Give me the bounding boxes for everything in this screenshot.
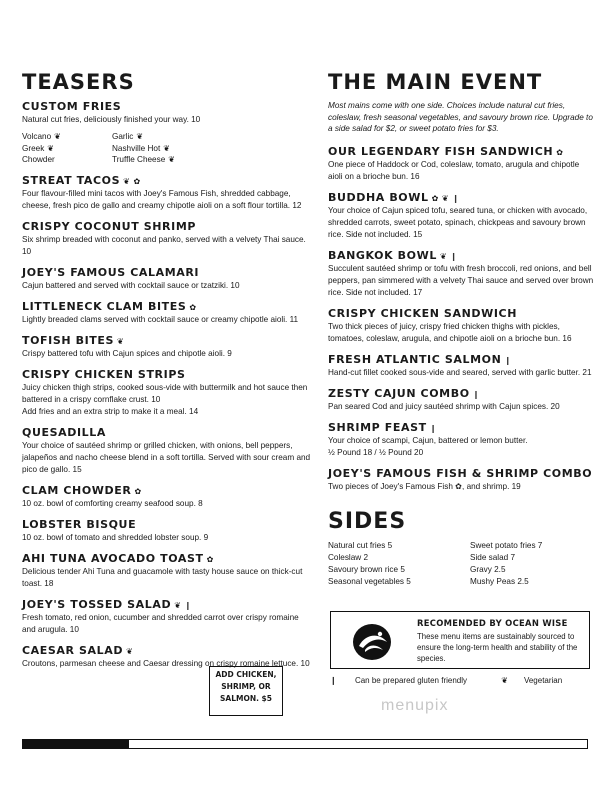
footer-bar-fill — [23, 740, 129, 748]
item-desc: Two pieces of Joey's Famous Fish ✿, and shrimp. 19 — [328, 481, 521, 491]
side-item: Gravy 2.5 — [470, 564, 506, 574]
item-desc: Your choice of Cajun spiced tofu, seared tuna, or chicken with avocado, shredded carrots, sweet potato, spinach, chickpeas and savoury brown rice. Side not included. 15 — [328, 205, 588, 239]
vegetarian-icon: ❦ — [136, 132, 144, 141]
item-desc: Succulent sautéed shrimp or tofu with fresh broccoli, red onions, and bell peppers, pan simmered with a velvety Thai sauce and served over brown rice. Side not included. 17 — [328, 263, 594, 297]
teasers-column — [22, 70, 312, 678]
side-item: Sweet potato fries 7 — [470, 540, 543, 550]
ocean-wise-text: These menu items are sustainably sourced to ensure the long-term health and stability of the species. — [417, 632, 578, 663]
vegetarian-icon: ❦ — [439, 251, 448, 261]
item-name-text: CRISPY CHICKEN SANDWICH — [328, 306, 518, 320]
item-desc: Crispy battered tofu with Cajun spices and chipotle aioli. 9 — [22, 348, 232, 358]
menu-item — [22, 426, 312, 476]
menu-item — [22, 368, 312, 418]
side-item: Seasonal vegetables 5 — [328, 576, 411, 586]
ocean-wise-icon: ✿ — [189, 302, 197, 312]
item-desc: Fresh tomato, red onion, cucumber and shredded carrot over crispy romaine and arugula. 10 — [22, 612, 299, 634]
sides-list — [328, 540, 596, 588]
legend-veg-label: Vegetarian — [523, 676, 563, 685]
menu-item — [328, 191, 596, 241]
legend-vegetarian — [501, 676, 578, 685]
item-name-text: JOEY'S FAMOUS CALAMARI — [22, 265, 200, 279]
ocean-wise-icon: ✿ — [134, 486, 142, 496]
item-name-text: CRISPY COCONUT SHRIMP — [22, 219, 197, 233]
item-desc: Croutons, parmesan cheese and Caesar dressing on crispy romaine lettuce. 10 — [22, 658, 310, 668]
fries-option-label: Truffle Cheese — [112, 155, 166, 164]
item-desc: Pan seared Cod and juicy sautéed shrimp with Cajun spices. 20 — [328, 401, 560, 411]
menu-item — [328, 249, 596, 299]
fries-option-label: Garlic — [112, 132, 134, 141]
item-name-text: OUR LEGENDARY FISH SANDWICH — [328, 144, 554, 158]
teasers-title: TEASERS — [22, 70, 135, 94]
fries-option — [22, 131, 112, 143]
menu-item — [328, 145, 596, 183]
footer-bar — [22, 739, 588, 749]
item-name — [22, 300, 312, 313]
vegetarian-icon: ❦ — [168, 155, 175, 164]
item-name: CUSTOM FRIES — [22, 100, 122, 113]
item-desc: Delicious tender Ahi Tuna and guacamole with tasty house sauce on thick-cut toast. 18 — [22, 566, 303, 588]
fries-options — [22, 131, 312, 166]
menu-item — [22, 552, 312, 590]
item-name-text: CAESAR SALAD — [22, 643, 124, 657]
item-name — [328, 387, 596, 400]
vegetarian-icon: ❦ — [441, 193, 450, 203]
vegetarian-icon: ❦ — [123, 176, 131, 186]
item-desc: Hand-cut fillet cooked sous-vide and seared, served with garlic butter. 21 — [328, 367, 592, 377]
ocean-wise-icon: ✿ — [206, 554, 214, 564]
item-name-text: FRESH ATLANTIC SALMON — [328, 352, 502, 366]
gluten-friendly-icon: ❙ — [504, 355, 512, 365]
side-item: Side salad 7 — [470, 552, 516, 562]
fries-option-label: Greek — [22, 143, 45, 153]
item-name — [328, 307, 596, 320]
item-name — [328, 353, 596, 366]
side-item: Natural cut fries 5 — [328, 540, 393, 550]
item-desc: Your choice of sautéed shrimp or grilled chicken, with onions, bell peppers, jalapeños and nacho cheese blend in a soft tortilla. Served with sour cream and pico de gallo. 15 — [22, 440, 311, 474]
item-name-text: LOBSTER BISQUE — [22, 517, 137, 531]
item-name — [328, 467, 596, 480]
fries-option — [112, 154, 222, 166]
item-name — [22, 334, 312, 347]
gluten-friendly-icon: ❙ — [184, 600, 192, 610]
vegetarian-icon: ❦ — [47, 143, 54, 153]
vegetarian-icon: ❦ — [174, 600, 182, 610]
item-name — [22, 644, 312, 657]
sides-title: SIDES — [328, 508, 407, 534]
item-name — [22, 552, 312, 565]
fries-option-label: Volcano — [22, 132, 52, 141]
item-name-text: TOFISH BITES — [22, 333, 115, 347]
vegetarian-icon: ❦ — [163, 143, 170, 153]
ocean-wise-box — [330, 611, 590, 669]
item-name — [22, 518, 312, 531]
item-desc: 10 oz. bowl of tomato and shredded lobster soup. 9 — [22, 532, 209, 542]
fries-option — [22, 154, 112, 166]
legend-gluten-friendly — [330, 676, 483, 685]
teasers-list — [22, 174, 312, 670]
item-name-text: BUDDHA BOWL — [328, 190, 429, 204]
item-name — [22, 484, 312, 497]
ocean-wise-title: RECOMENDED BY OCEAN WISE — [417, 618, 568, 628]
item-name — [22, 368, 312, 381]
gluten-friendly-icon: ❙ — [429, 423, 438, 433]
menu-item — [22, 518, 312, 544]
menu-item — [22, 266, 312, 292]
menu-item — [22, 334, 312, 360]
item-name-text: BANGKOK BOWL — [328, 248, 437, 262]
main-event-column — [328, 70, 596, 588]
item-name — [328, 191, 596, 204]
fries-option — [22, 143, 112, 155]
vegetarian-icon: ❦ — [54, 132, 61, 141]
menu-item — [22, 484, 312, 510]
item-name — [22, 174, 312, 187]
menu-item — [22, 300, 312, 326]
menu-item — [22, 598, 312, 636]
menu-item — [328, 467, 596, 493]
main-event-title: THE MAIN EVENT — [328, 70, 543, 94]
item-desc: One piece of Haddock or Cod, coleslaw, tomato, arugula and chipotle aioli on a brioche bun. 16 — [328, 159, 580, 181]
main-event-intro: Most mains come with one side. Choices include natural cut fries, coleslaw, fresh seasonal vegetables, and savoury brown rice. Upgrade to a side salad for $2, or sweet potato fries for $3. — [328, 101, 593, 133]
watermark: menupix — [381, 697, 449, 714]
ocean-wise-logo-icon — [351, 620, 393, 662]
item-desc: 10 oz. bowl of comforting creamy seafood soup. 8 — [22, 498, 203, 508]
side-item: Coleslaw 2 — [328, 552, 369, 562]
item-desc: Lightly breaded clams served with cocktail sauce or creamy chipotle aioli. 11 — [22, 314, 299, 324]
vegetarian-icon: ❦ — [126, 646, 134, 656]
menu-item — [328, 353, 596, 379]
ocean-wise-icon: ✿ — [431, 193, 439, 203]
item-name — [22, 220, 312, 233]
gluten-friendly-icon: ❙ — [472, 389, 480, 399]
item-desc: Two thick pieces of juicy, crispy fried chicken thighs with pickles, tomatoes, coleslaw, arugula, and chipotle aioli on a brioche bun. 16 — [328, 321, 572, 343]
item-desc: Four flavour-filled mini tacos with Joey's Famous Fish, shredded cabbage, cheese, fresh pico de gallo and creamy chipotle aioli on a soft flour tortilla. 12 — [22, 188, 302, 210]
item-name-text: JOEY'S FAMOUS FISH & SHRIMP COMBO — [328, 466, 593, 480]
item-name-text: STREAT TACOS — [22, 173, 121, 187]
ocean-wise-icon: ✿ — [133, 176, 141, 186]
menu-item — [328, 307, 596, 345]
fries-option-label: Nashville Hot — [112, 143, 161, 153]
item-name-text: CRISPY CHICKEN STRIPS — [22, 367, 186, 381]
menu-item — [22, 174, 312, 212]
menu-item — [22, 220, 312, 258]
side-item: Mushy Peas 2.5 — [470, 576, 529, 586]
menu-item-custom-fries — [22, 100, 312, 166]
item-name — [328, 421, 596, 434]
side-item: Savoury brown rice 5 — [328, 564, 405, 574]
item-desc: Six shrimp breaded with coconut and panko, served with a velvety Thai sauce. 10 — [22, 234, 306, 256]
main-event-list — [328, 145, 596, 493]
ocean-wise-icon: ✿ — [556, 147, 564, 157]
item-name — [22, 426, 312, 439]
item-desc: Natural cut fries, deliciously finished your way. 10 — [22, 115, 201, 124]
item-desc: Cajun battered and served with cocktail sauce or tzatziki. 10 — [22, 280, 240, 290]
item-name — [328, 145, 596, 158]
item-name-text: CLAM CHOWDER — [22, 483, 132, 497]
item-name-text: SHRIMP FEAST — [328, 420, 427, 434]
item-name — [328, 249, 596, 262]
menu-item — [328, 387, 596, 413]
item-name — [22, 598, 312, 611]
fries-option — [112, 143, 222, 155]
menu-item — [328, 421, 596, 459]
vegetarian-icon: ❦ — [501, 676, 508, 685]
gluten-friendly-icon: ❙ — [450, 251, 458, 261]
item-name-text: ZESTY CAJUN COMBO — [328, 386, 470, 400]
item-name-text: LITTLENECK CLAM BITES — [22, 299, 187, 313]
legend-gf-label: Can be prepared gluten friendly — [354, 676, 468, 685]
gluten-friendly-icon: ❙ — [452, 193, 460, 203]
fries-option — [112, 131, 222, 143]
vegetarian-icon: ❦ — [117, 336, 125, 346]
item-desc: Juicy chicken thigh strips, cooked sous-vide with buttermilk and hot sauce then battered in a crispy cornflake crust. 10 Add fries and an extra strip to make it a meal. 14 — [22, 382, 308, 416]
item-desc: Your choice of scampi, Cajun, battered or lemon butter. ½ Pound 18 / ½ Pound 20 — [328, 435, 528, 457]
fries-option-label: Chowder — [22, 155, 55, 164]
item-name-text: QUESADILLA — [22, 425, 106, 439]
legend — [330, 676, 594, 685]
gluten-friendly-icon: ❙ — [330, 676, 337, 685]
item-name — [22, 266, 312, 279]
add-protein-box: ADD CHICKEN, SHRIMP, OR SALMON. $5 — [209, 666, 283, 716]
item-name-text: AHI TUNA AVOCADO TOAST — [22, 551, 204, 565]
item-name-text: JOEY'S TOSSED SALAD — [22, 597, 172, 611]
